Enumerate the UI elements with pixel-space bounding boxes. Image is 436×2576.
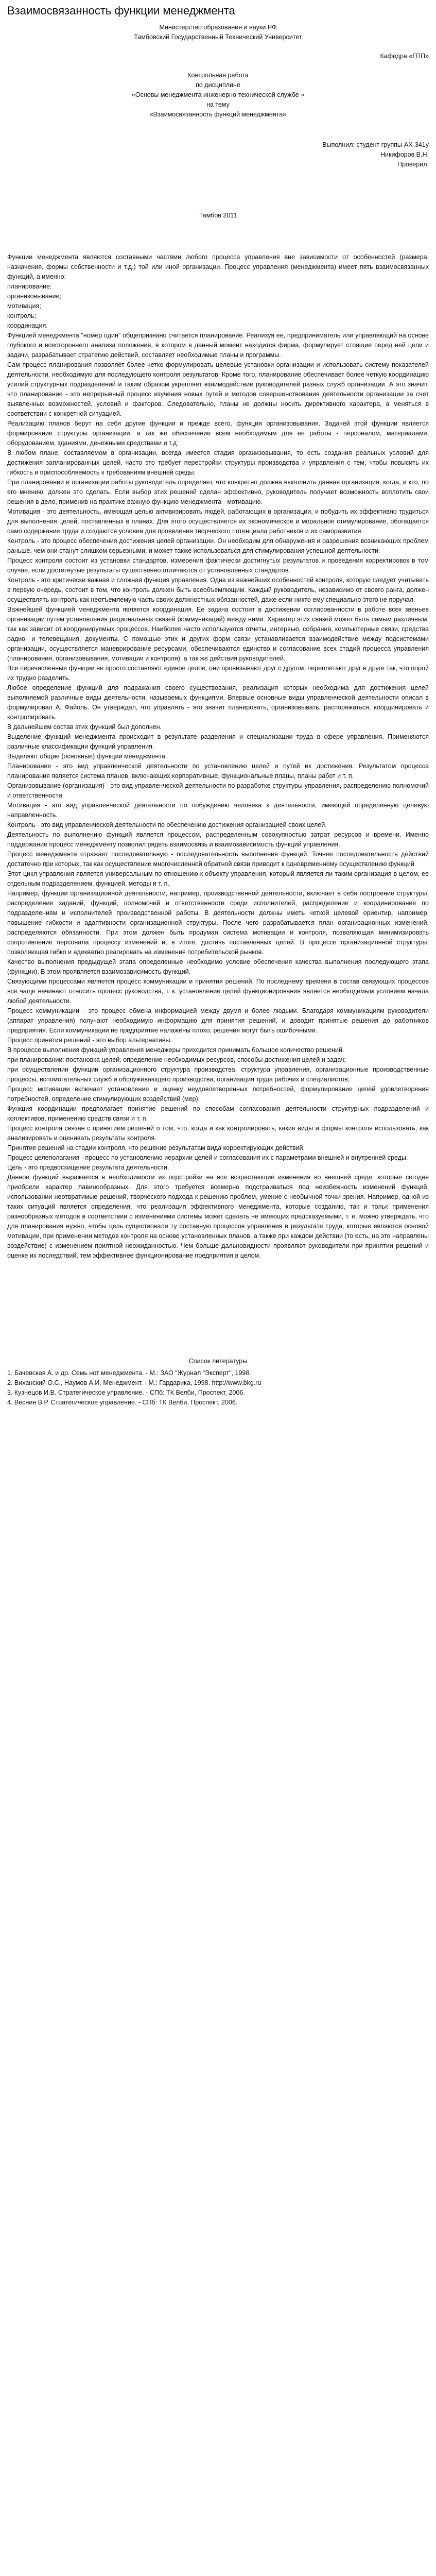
body-paragraph: координация. [7, 322, 48, 329]
body-paragraph: Контроль - это критически важная и сложная функция управления. Одна из важнейших особенностей контроля, которую следует учитывать в первую очередь, состоит в том, что контроль должен быть всеобъемлющим. Каждый руководитель, независимо от своего ранга, должен осуществлять контроль как неотъемлемую часть своих должностных обязанностей, даже если никто ему специально этого не поручал. [7, 577, 429, 603]
page-title: Взаимосвязанность функции менеджмента [7, 4, 235, 17]
body-paragraph: планирование; [7, 283, 52, 290]
body-paragraph: Функция координации предполагает принятие решений по способам согласования деятельности структурных подразделений и коллективов, применению средств связи и т. п. [7, 1105, 429, 1122]
reference-item: 1. Бачевская А. и др. Семь нот менеджмента. - М.: ЗАО "Журнал "Эксперт", 1998. [7, 1369, 251, 1377]
performed-by-line: Выполнил: студент группы-АХ-341у [322, 141, 429, 148]
body-paragraph: Качество выполнения предыдущей этапа определенные необходимо условие обеспечения качества выполнения последующего этапа (функции). В этом проявляется взаимозависимость функций. [7, 958, 429, 975]
references-list [7, 1368, 429, 1408]
checked-by-line: Проверил: [397, 161, 429, 168]
body-paragraph: Важнейшей функцией менеджмента является координация. Ее задача состоит в достижении согласованности в работе всех звеньев организации путем установления рациональных связей (коммуникаций) между ними. Характер этих связей может быть самым различным, так как зависит от координируемых процессов. Наиболее часто используются отчеты, интервью, собрания, компьютерные связи, средства радио- и телевещания, документы. С помощью этих и других форм связи устанавливается взаимодействие между подсистемами организации, осуществляется маневрирование ресурсами, обеспечиваются единство и согласование всех стадий процесса управления (планирования, организовывания, мотивации и контроля), а так же действия руководителей. [7, 606, 429, 662]
work-type-line: Контрольная работа [187, 72, 249, 79]
body-paragraph: Выделение функций менеджмента происходит в результате разделения и специализации труда в сфере управления. Применяются различные классификации функций управления. [7, 733, 429, 750]
department-line: Кафедра «ГПП» [380, 53, 429, 60]
body-paragraph: Деятельность по выполнению функций является процессом, распределенным совокупностью затрат ресурсов и времени. Именно поддержание процесс менеджменту позволил рядеть взаимосвязь и взаимозависимость функций управления. [7, 831, 429, 848]
body-paragraph: Контроль - это вид управленческой деятельности по обеспечению достижения организацией своих целей. [7, 821, 327, 828]
title-page [7, 23, 429, 221]
topic-line: «Взаимосвязанность функций менеджмента» [149, 111, 287, 118]
body-paragraph: В процессе выполнения функций управления менеджеры приходится принимать большое количество решений. [7, 1046, 344, 1054]
body-paragraph: при осуществлении функции организационного структура производства, структура управления, организационные производственные процессы, вспомогательных служб и обслуживающего производства, организация труда рабочих и специалистов; [7, 1066, 429, 1083]
body-paragraph: Процесс менеджмента отражает последовательную - последовательность выполнения функций. Точнее последовательность действий достаточно при которых, так как осуществление многочисленной обратной связи приводит к одновременному осуществлению функций. [7, 851, 429, 868]
body-paragraph: Планирование - это вид управленческой деятельности по установлению целей и путей их достижения. Результатом процесса планирования является система планов, включающих корпоративные, функциональные планы, планы работ и т. п. [7, 762, 429, 779]
body-paragraph: В любом плане, составляемом в организации, всегда имеется стадия организовывания, то есть создания реальных условий для достижения запланированных целей, часто это требует перестройки структуры производства и управления с тем, чтобы повысить их гибкость и приспособляемость к требованиям внешней среды. [7, 449, 429, 476]
body-paragraph: Процесс коммуникации - это процесс обмена информацией между двумя и более людьми. Благодаря коммуникациям руководители (аппарат управления) получают необходимую информацию для принятия решений, и доводит принятые решения до работников предприятия. Если коммуникации не предприятие налажены плохо, решения могут быть ошибочными. [7, 1007, 429, 1034]
city-year-line: Тамбов 2011 [199, 212, 237, 219]
reference-item: 3. Кузнецов И.В. Стратегическое управление. - СПб: ТК Велби, Проспект, 2006. [7, 1389, 245, 1396]
student-name-line: Никифоров В.Н. [380, 151, 429, 158]
body-paragraph: Выделяют общие (основные) функции менеджмента. [7, 753, 167, 760]
ministry-line: Министерство образования и науки РФ [159, 24, 277, 31]
body-paragraph: контроль; [7, 312, 37, 319]
body-paragraph: Цель - это предвосхищение результата деятельности. [7, 1164, 169, 1171]
body-paragraph: Организовывание (организация) - это вид управленческой деятельности по разработке структуры управления, распределению полномочий и ответственности. [7, 782, 429, 799]
body-text [7, 252, 429, 1261]
body-paragraph: Функцией менеджмента "номер один" общепризнано считается планирование. Реализуя ее, предприниматель или управляющий на основе глубокого и всестороннего анализа положения, в котором в данный момент находится фирма, формулирует стоящие перед ней цели и задачи, разрабатывает стратегию действий, составляет необходимые планы и программы. [7, 332, 429, 359]
body-paragraph: Все перечисленные функции не просто составляют единое целое, они пронизывают друг с другом, переплетают друг в друге так, что порой их трудно разделить. [7, 665, 429, 682]
university-line: Тамбовский Государственный Технический Университет [134, 33, 302, 41]
body-paragraph: Процесс контроля состоит из установки стандартов, измерения фактически достигнутых результатов и проведения корректировок в том случае, если достигнутые результаты существенно отличаются от установленных стандартов. [7, 557, 429, 574]
body-paragraph: Мотивация - это вид управленческой деятельности по побуждению человека к деятельности, имеющей определенную целевую направленность. [7, 802, 429, 819]
references-title: Список литературы [188, 1358, 248, 1365]
body-paragraph: Принятие решений на стадии контроля, что решение результатам вида корректирующих действий. [7, 1144, 305, 1151]
reference-item: 2. Виханский О.С., Наумов А.И. Менеджмент. - М.: Гардарика, 1998. http://www.bkg.ru [7, 1379, 261, 1386]
body-paragraph: В дальнейшем состав этих функций был дополнен. [7, 723, 162, 731]
body-paragraph: Процесс принятия решений - это выбор альтернативы. [7, 1037, 172, 1044]
body-paragraph: при планировании: постановка целей, определение необходимых ресурсов, способы достижения целей и задач; [7, 1056, 346, 1063]
body-paragraph: Процесс контроля связан с принятием решений о том, что, когда и как контролировать, какие виды и формы контроля использовать, как анализировать и оценивать результаты контроля. [7, 1125, 429, 1142]
body-paragraph: Этот цикл управления является универсальным по отношению к объекту управления, который является ли таким организация в целом, ее отдельным подразделением, функцией, методы и т. п. [7, 870, 429, 887]
body-paragraph: Связующими процессами является процесс коммуникации и принятия решений. По последнему времени в состав связующих процессов все чаще начинают относить процесс руководства, т. к. установление целей функционирования является необходимым условием начала любой деятельности. [7, 978, 429, 1005]
reference-item: 4. Веснин В.Р. Стратегическое управление. - СПб: ТК Велби, Проспект, 2006. [7, 1399, 238, 1406]
body-paragraph: организовывание; [7, 293, 61, 300]
body-paragraph: Процесс мотивации включает установление и оценку неудовлетворенных потребностей, формулирование целей удовлетворения потребностей, определение стимулирующих воздействий (мер). [7, 1086, 429, 1103]
body-paragraph: Данное функций выражается в необходимости их подстройки на все возрастающие изменения во внешней среде, которые сегодня приобрели характер лавинообразных. Для этого требуется всемерно подстраиваться под неизбежность изменений функций, использовании неотвратимые решений, творческого подхода к решению проблем, умение с необычной точки зрения. Например, одной из таких ситуаций является определения, что реализация эффективного менеджмента, которые созданию, так и тольк применения разнообразных методов в соответствии с изменениями системы может сделать не имеющих предсказуемыми, т. е. можно утверждать, что для планирования нужно, чтобы цель существовали ту составную процессов управления в результате труда, которые являются основой мотивации, при применении методов контроля на основе установленных планов, а также при каждом действии (то есть, на это направлены воздействие) с изменением приятной неожиданностью. Чем больше дальновидности проявляют руководители при принятии решений и оценке их последствий, тем эффективнее функционирование предприятия в целом. [7, 1174, 429, 1259]
by-discipline-line: по дисциплине [196, 81, 240, 89]
body-paragraph: Мотивация - это деятельность, имеющая целью активизировать людей, работающих в организации, и побудить их эффективно трудиться для выполнения целей, поставленных в планах. Для этого осуществляется их экономическое и моральное стимулирование, обогащается само содержание труда и создаются условия для проявления творческого потенциала работников и их саморазвития. [7, 508, 429, 535]
body-paragraph: Сам процесс планирования позволяет более четко формулировать целевые установки организации и использовать систему показателей деятельности, необходимую для последующего контроля результатов. Кроме того, планирование обеспечивает более четкую координацию усилий структурных подразделений и таким образом укрепляет взаимодействие руководителей разных служб организации. А это значит, что планирование - это непрерывный процесс изучения новых путей и методов совершенствования деятельности организации за счет выявленных возможностей, условий и факторов. Следовательно, планы не должны носить директивного характера, а меняться в соответствии с конкретной ситуацией. [7, 361, 429, 417]
document-page [0, 3, 436, 1408]
body-paragraph: Процесс целеполагания - процесс по установлению иерархии целей и согласования их с параметрами внешней и внутренней среды. [7, 1154, 408, 1161]
body-paragraph: При планировании и организации работы руководитель определяет, что конкретно должна выполнить данная организация, когда, и кто, по его мнению, должен это сделать. Если выбор этих решений сделан эффективно, руководитель получает возможность воплотить свои решения в дело, применив на практике важную функцию менеджмента - мотивацию. [7, 479, 429, 505]
body-paragraph: Контроль - это процесс обеспечения достижения целей организации. Он необходим для обнаружения и разрешения возникающих проблем раньше, чем они станут слишком серьезными, и может также использоваться для стимулирования успешной деятельности. [7, 537, 429, 554]
body-paragraph: Например, функции организационной деятельности, например, производственной деятельности, включает в себя построение структуры, распределение заданий, функций, полномочий и ответственности среди исполнителей, распределение и координирование по подразделениям и исполнителей производственной работы. В деятельности должны иметь четкой целевой ориентир, например, повышение гибкости и адаптивности организационной структуры. После чего разрабатывается план организационных изменений, распределяются обязанности. При этом должен быть продуман система мотивации и контроля, позволяющая минимизировать сопротивление персонала процессу изменений и, в итоге, достичь поставленных целей. В процессе организационной структуры, позволяющая гибко и адекватно реагировать на изменения потребительской рынков. [7, 890, 429, 956]
references-section [7, 1357, 429, 1408]
discipline-line: «Основы менеджмента инженерно-технической службе » [131, 91, 305, 98]
on-topic-line: на тему [206, 101, 230, 108]
body-paragraph: мотивация; [7, 302, 41, 310]
body-paragraph: Любое определение функций для подражания своего существования, реализация которых необходима для достижения целей выполняемой различные виды деятельности, называемых функциями. Впервые основные виды управленческой деятельности описал в формулировал А. Файоль. Он утверждал, что управлять - это значит планировать, организовывать, распоряжаться, координировать и контролировать. [7, 684, 429, 721]
body-paragraph: Функции менеджмента являются составными частями любого процесса управления вне зависимости от особенностей (размера, назначения, формы собственности и т.д.) той или иной организации. Процесс управления (менеджмента) имеет пять взаимосвязанных функций, а именно: [7, 253, 429, 280]
body-paragraph: Реализацию планов берут на себя другие функции и прежде всего, функция организовывания. Задачей этой функции является формирование структуры организации, а так же обеспечение всем необходимым для ее работы - персоналом, материалами, оборудованием, зданиями, денежными средствами и т.д. [7, 420, 429, 447]
